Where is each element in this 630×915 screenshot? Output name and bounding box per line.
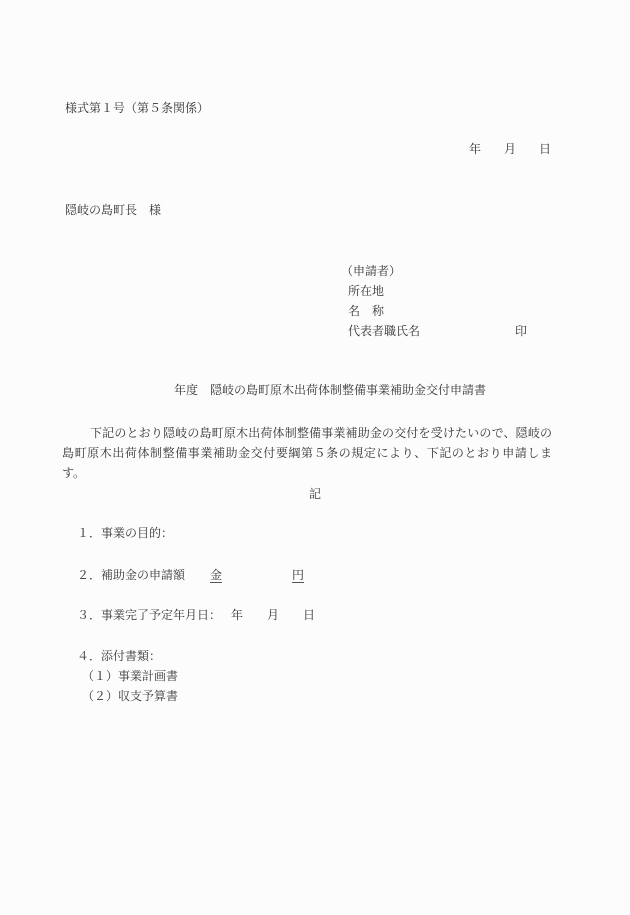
form-number: 様式第１号（第５条関係） — [65, 101, 210, 115]
document-title: 年度 隠岐の島町原木出荷体制整備事業補助金交付申請書 — [174, 383, 487, 397]
attachment-item: （２）収支予算書 — [82, 689, 179, 703]
applicant-heading: （申請者） — [341, 264, 402, 278]
amount-suffix: 円 — [292, 568, 305, 582]
date-year-label: 年 — [469, 142, 482, 156]
completion-month-label: 月 — [267, 608, 280, 622]
amount-prefix: 金 — [210, 568, 223, 582]
item-attachments-label: ４．添付書類： — [77, 649, 162, 663]
item-purpose-label: １．事業の目的： — [77, 526, 174, 540]
seal-label: 印 — [515, 324, 528, 338]
addressee: 隠岐の島町長 様 — [65, 203, 162, 217]
body-paragraph: 下記のとおり隠岐の島町原木出荷体制整備事業補助金の交付を受けたいので、隠岐の島町原木出荷体制整備事業補助金交付要綱第５条の規定により、下記のとおり申請します。 — [62, 426, 552, 480]
applicant-name-label: 名 称 — [348, 304, 385, 318]
item-completion-date-label: ３．事業完了予定年月日： — [77, 608, 222, 622]
attachment-item: （１）事業計画書 — [82, 669, 179, 683]
completion-year-label: 年 — [231, 608, 244, 622]
completion-day-label: 日 — [303, 608, 316, 622]
amount-blank — [222, 567, 292, 583]
applicant-address-label: 所在地 — [348, 284, 385, 298]
amount-field — [210, 567, 304, 583]
item-amount-label: ２．補助金の申請額 — [77, 568, 186, 582]
date-month-label: 月 — [504, 142, 517, 156]
applicant-representative-label: 代表者職氏名 — [348, 324, 421, 338]
date-day-label: 日 — [539, 142, 552, 156]
ki-label: 記 — [309, 487, 322, 501]
